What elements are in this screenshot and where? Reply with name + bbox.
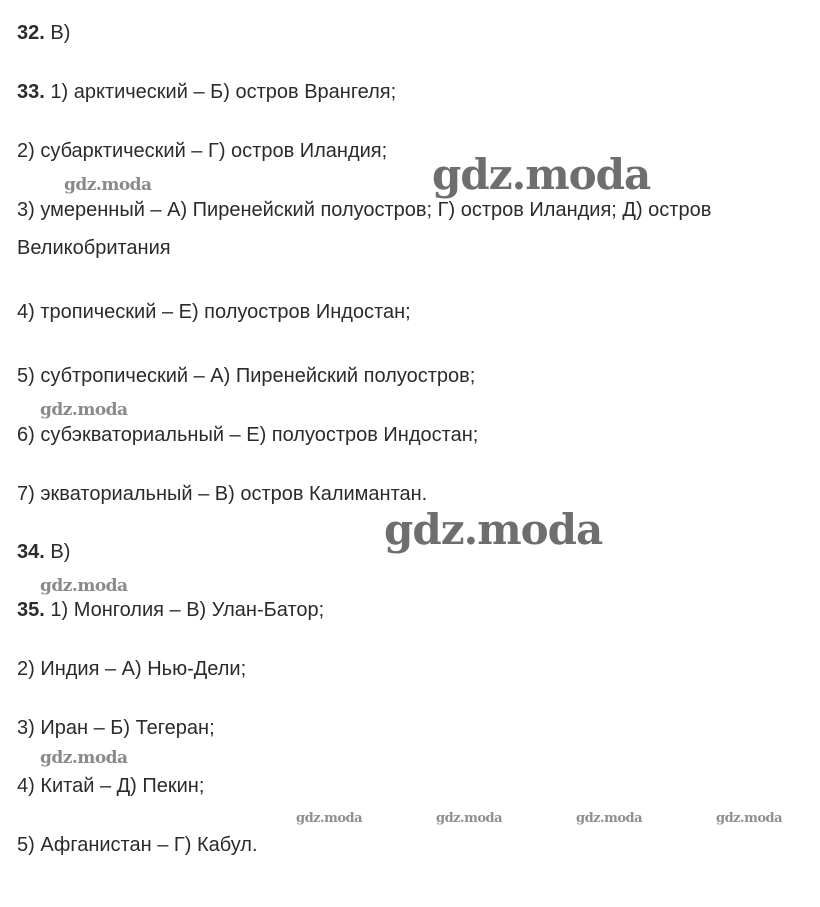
watermark: gdz.moda	[716, 811, 783, 826]
question-number: 33.	[17, 81, 45, 103]
answer-line: Великобритания	[17, 237, 171, 259]
answer-line: 6) субэкваториальный – Е) полуостров Индостан;	[17, 424, 479, 446]
question-number: 34.	[17, 541, 45, 563]
watermark: gdz.moda	[296, 811, 363, 826]
answer-line: 4) Китай – Д) Пекин;	[17, 775, 205, 797]
answer-line: 7) экваториальный – В) остров Калимантан.	[17, 483, 428, 505]
answer-line: 5) Афганистан – Г) Кабул.	[17, 834, 258, 856]
answer-33	[17, 80, 396, 104]
answer-line: 3) Иран – Б) Тегеран;	[17, 717, 215, 739]
answer-line: 3) умеренный – А) Пиренейский полуостров; Г) остров Иландия; Д) остров	[17, 199, 712, 221]
watermark: gdz.moda	[384, 505, 603, 554]
answer-35	[17, 598, 324, 622]
answer-line: 2) Индия – А) Нью-Дели;	[17, 658, 247, 680]
answer-text: В)	[44, 541, 71, 563]
watermark: gdz.moda	[40, 748, 128, 768]
answer-32	[17, 21, 70, 45]
answer-line: 4) тропический – Е) полуостров Индостан;	[17, 301, 411, 323]
watermark: gdz.moda	[40, 576, 128, 596]
question-number: 32.	[17, 22, 45, 44]
watermark: gdz.moda	[432, 150, 651, 199]
question-number: 35.	[17, 599, 45, 621]
watermark: gdz.moda	[576, 811, 643, 826]
answer-text: В)	[44, 22, 71, 44]
watermark: gdz.moda	[436, 811, 503, 826]
answer-line: 5) субтропический – А) Пиренейский полуостров;	[17, 365, 476, 387]
watermark: gdz.moda	[64, 175, 152, 195]
answer-text: 1) Монголия – В) Улан-Батор;	[44, 599, 325, 621]
answer-line: 2) субарктический – Г) остров Иландия;	[17, 140, 388, 162]
answer-text: 1) арктический – Б) остров Врангеля;	[44, 81, 397, 103]
watermark: gdz.moda	[40, 400, 128, 420]
answer-34	[17, 540, 70, 564]
